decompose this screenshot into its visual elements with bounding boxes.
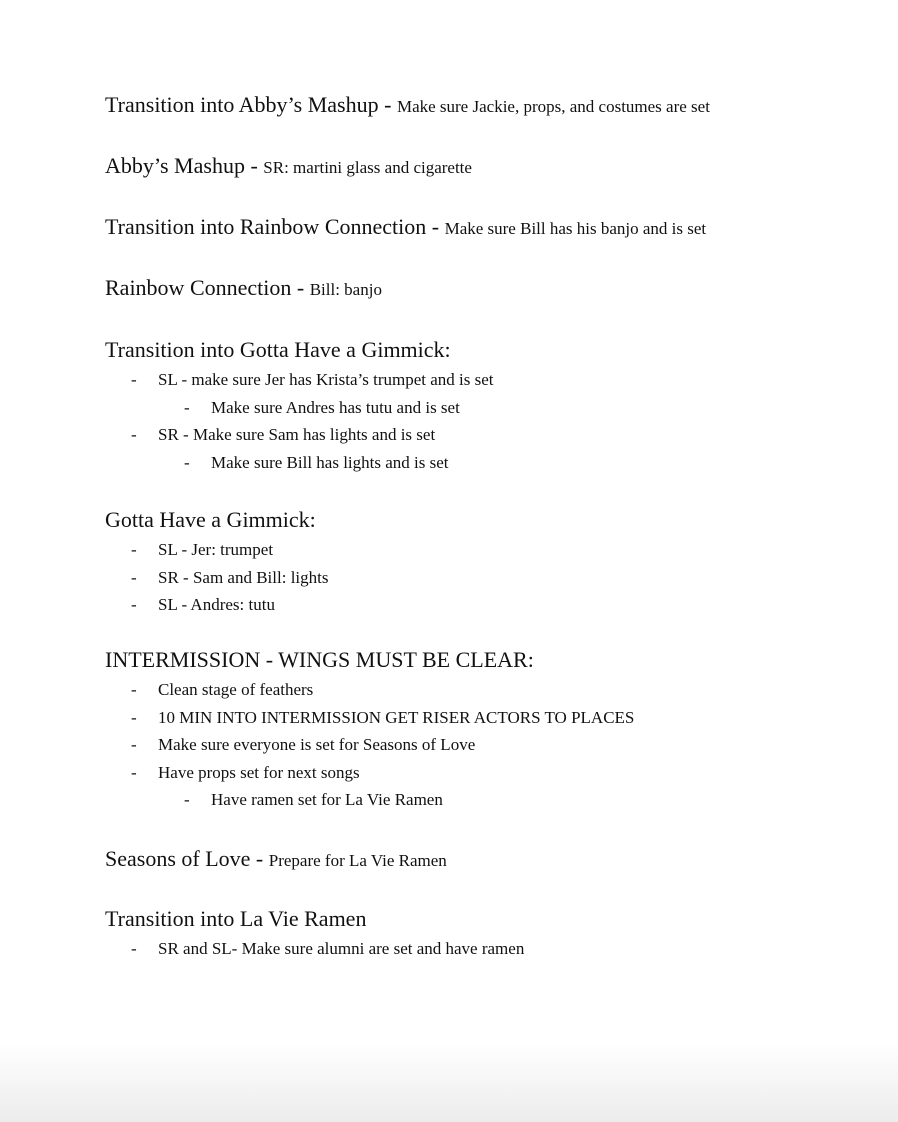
list-item-text: Make sure everyone is set for Seasons of Love xyxy=(158,735,476,754)
section-list xyxy=(105,935,865,963)
list-item xyxy=(105,564,865,592)
section-la-vie-ramen-transition xyxy=(105,908,865,963)
section-title: Transition into Rainbow Connection xyxy=(105,214,427,239)
section-note: Prepare for La Vie Ramen xyxy=(268,851,447,870)
section-title: Abby’s Mashup xyxy=(105,153,245,178)
section-seasons-of-love xyxy=(105,848,865,870)
section-list xyxy=(105,366,865,476)
list-item-text: SL - Jer: trumpet xyxy=(158,540,274,559)
section-title: INTERMISSION - WINGS MUST BE CLEAR: xyxy=(105,647,534,672)
list-item xyxy=(105,394,865,422)
list-item xyxy=(105,731,865,759)
dash-bullet: - xyxy=(184,397,190,417)
list-item xyxy=(105,536,865,564)
section-note: Make sure Bill has his banjo and is set xyxy=(444,219,707,238)
list-item-text: SL - make sure Jer has Krista’s trumpet and is set xyxy=(158,370,494,389)
list-item-text: Make sure Bill has lights and is set xyxy=(211,452,449,472)
heading-separator: - xyxy=(244,153,264,178)
dash-bullet: - xyxy=(131,595,137,614)
dash-bullet: - xyxy=(131,762,137,782)
section-list xyxy=(105,676,865,814)
section-heading xyxy=(105,649,865,671)
section-abbys-mashup-transition xyxy=(105,94,865,116)
section-heading xyxy=(105,908,865,930)
section-gimmick xyxy=(105,509,865,619)
section-title: Transition into Abby’s Mashup xyxy=(105,92,379,117)
list-item-text: Have props set for next songs xyxy=(158,762,360,782)
section-abbys-mashup xyxy=(105,155,865,177)
section-title: Transition into Gotta Have a Gimmick: xyxy=(105,337,451,362)
dash-bullet: - xyxy=(131,540,137,559)
section-title: Seasons of Love xyxy=(105,846,251,871)
list-item-text: Clean stage of feathers xyxy=(158,680,314,699)
list-item xyxy=(105,591,865,619)
section-heading xyxy=(105,339,865,361)
page-bottom-shadow xyxy=(0,1042,898,1122)
section-list xyxy=(105,536,865,619)
list-item xyxy=(105,759,865,787)
list-item-text: 10 MIN INTO INTERMISSION GET RISER ACTORS TO PLACES xyxy=(158,707,635,727)
heading-separator: - xyxy=(291,275,310,300)
list-item-text: Have ramen set for La Vie Ramen xyxy=(211,790,443,809)
list-item xyxy=(105,935,865,963)
list-item-text: SR and SL- Make sure alumni are set and have ramen xyxy=(158,939,525,958)
section-heading xyxy=(105,155,865,177)
heading-separator: - xyxy=(426,214,445,239)
section-heading xyxy=(105,848,865,870)
section-rainbow-connection-transition xyxy=(105,216,865,238)
heading-separator: - xyxy=(378,92,397,117)
section-heading xyxy=(105,509,865,531)
section-rainbow-connection xyxy=(105,277,865,299)
heading-separator: - xyxy=(250,846,269,871)
section-intermission xyxy=(105,649,865,814)
dash-bullet: - xyxy=(131,680,137,699)
list-item-text: SL - Andres: tutu xyxy=(158,595,275,614)
section-note: Make sure Jackie, props, and costumes are set xyxy=(396,97,710,116)
section-heading xyxy=(105,216,865,238)
dash-bullet: - xyxy=(131,707,137,727)
section-gimmick-transition xyxy=(105,339,865,476)
dash-bullet: - xyxy=(131,939,137,958)
section-title: Gotta Have a Gimmick: xyxy=(105,507,316,532)
dash-bullet: - xyxy=(131,425,137,444)
list-item-text: SR - Sam and Bill: lights xyxy=(158,567,329,587)
section-note: SR: martini glass and cigarette xyxy=(263,158,472,177)
dash-bullet: - xyxy=(131,735,137,754)
section-note: Bill: banjo xyxy=(309,280,382,299)
section-title: Transition into La Vie Ramen xyxy=(105,906,367,931)
list-item xyxy=(105,786,865,814)
list-item-text: Make sure Andres has tutu and is set xyxy=(211,397,460,417)
dash-bullet: - xyxy=(131,567,137,587)
list-item xyxy=(105,366,865,394)
dash-bullet: - xyxy=(184,790,190,809)
section-heading xyxy=(105,94,865,116)
section-heading xyxy=(105,277,865,299)
list-item xyxy=(105,676,865,704)
dash-bullet: - xyxy=(131,370,137,389)
list-item-text: SR - Make sure Sam has lights and is set xyxy=(158,425,436,444)
list-item xyxy=(105,421,865,449)
list-item xyxy=(105,704,865,732)
section-title: Rainbow Connection xyxy=(105,275,292,300)
list-item xyxy=(105,449,865,477)
dash-bullet: - xyxy=(184,452,190,472)
